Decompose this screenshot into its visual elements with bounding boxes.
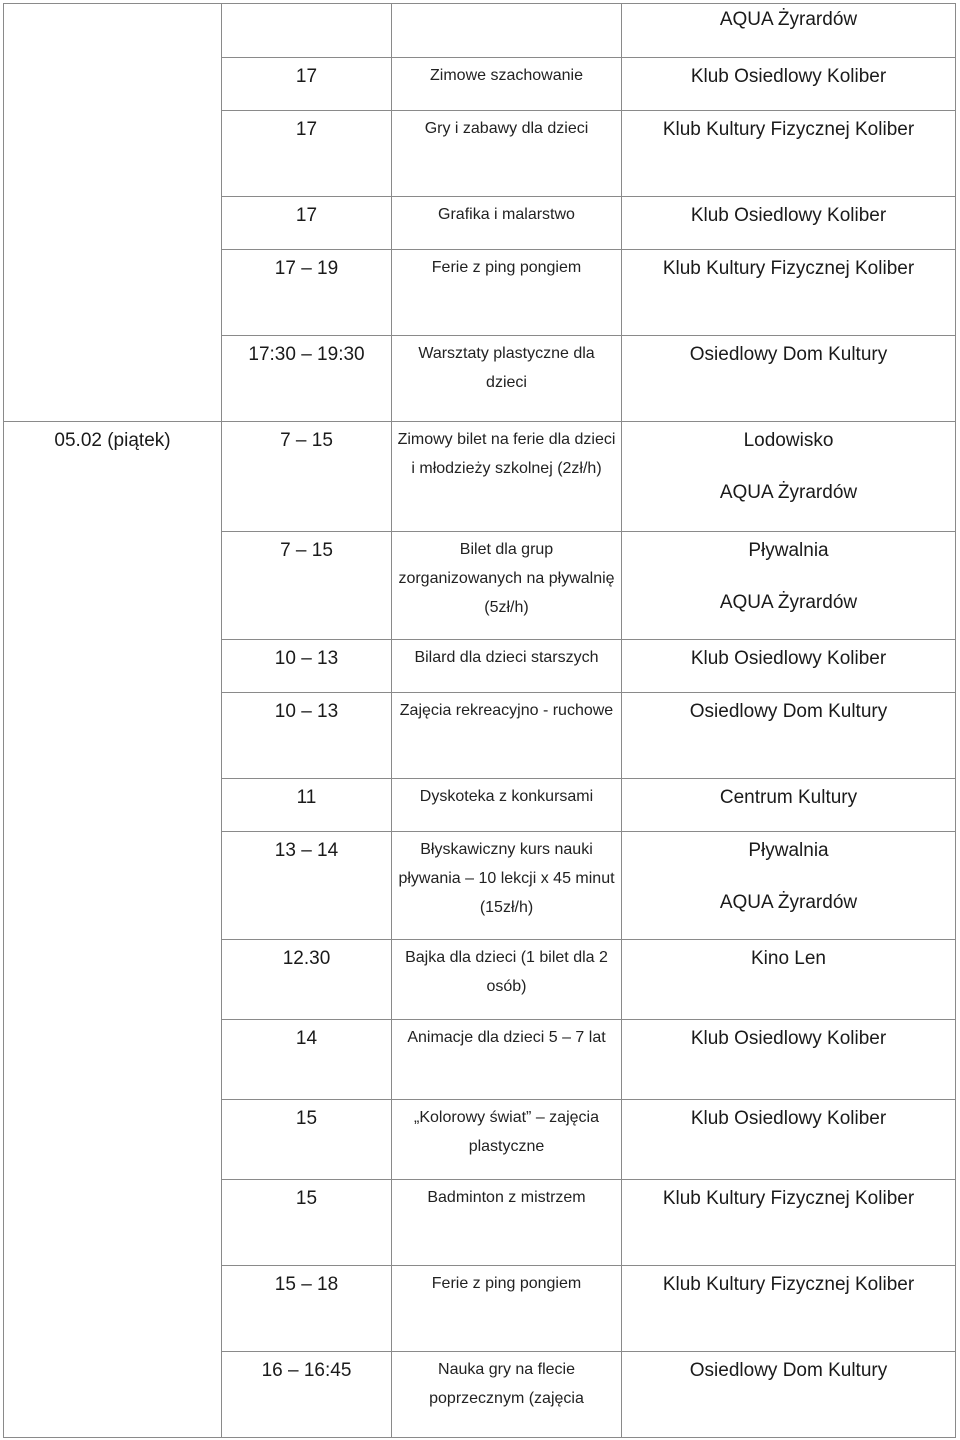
event-cell: Zajęcia rekreacyjno - ruchowe: [392, 693, 622, 779]
event-cell: Ferie z ping pongiem: [392, 1266, 622, 1352]
place-cell: [622, 779, 956, 832]
time-cell: 17:30 – 19:30: [222, 336, 392, 422]
time-cell: 11: [222, 779, 392, 832]
place-name: Klub Osiedlowy Koliber: [690, 66, 887, 87]
time-cell: 13 – 14: [222, 832, 392, 940]
place-cell: [622, 832, 956, 940]
date-cell: [4, 4, 222, 422]
event-cell: Nauka gry na flecie poprzecznym (zajęcia: [392, 1352, 622, 1438]
event-cell: Badminton z mistrzem: [392, 1180, 622, 1266]
place-name: Kino Len: [750, 948, 826, 969]
time-cell: 7 – 15: [222, 422, 392, 532]
place-cell: [622, 111, 956, 197]
place-name: Klub Kultury Fizycznej Koliber: [662, 1274, 915, 1295]
place-name: Osiedlowy Dom Kultury: [689, 1360, 888, 1381]
place-name: AQUA Żyrardów: [719, 592, 858, 613]
place-cell: [622, 250, 956, 336]
event-cell: Zimowe szachowanie: [392, 58, 622, 111]
place-name: Klub Osiedlowy Koliber: [690, 648, 887, 669]
place-cell: [622, 336, 956, 422]
place-cell: [622, 4, 956, 58]
place-name: Klub Osiedlowy Koliber: [690, 205, 887, 226]
event-cell: Błyskawiczny kurs nauki pływania – 10 lekcji x 45 minut (15zł/h): [392, 832, 622, 940]
table-row: [4, 4, 956, 58]
event-cell: Dyskoteka z konkursami: [392, 779, 622, 832]
event-cell: Grafika i malarstwo: [392, 197, 622, 250]
time-cell: 17: [222, 58, 392, 111]
place-name: Centrum Kultury: [719, 787, 858, 808]
place-name: Lodowisko: [743, 430, 834, 451]
time-cell: 7 – 15: [222, 532, 392, 640]
event-cell: Bilet dla grup zorganizowanych na pływalnię (5zł/h): [392, 532, 622, 640]
place-cell: [622, 1352, 956, 1438]
place-name: Klub Kultury Fizycznej Koliber: [662, 119, 915, 140]
time-cell: 14: [222, 1020, 392, 1100]
event-cell: Warsztaty plastyczne dla dzieci: [392, 336, 622, 422]
event-cell: Zimowy bilet na ferie dla dzieci i młodzieży szkolnej (2zł/h): [392, 422, 622, 532]
time-cell: 17: [222, 111, 392, 197]
event-cell: [392, 4, 622, 58]
place-cell: [622, 1100, 956, 1180]
place-name: AQUA Żyrardów: [719, 892, 858, 913]
schedule-table: [3, 3, 956, 1438]
place-name: AQUA Żyrardów: [719, 9, 858, 30]
place-name: Klub Kultury Fizycznej Koliber: [662, 1188, 915, 1209]
place-name: Osiedlowy Dom Kultury: [689, 701, 888, 722]
place-name: Klub Osiedlowy Koliber: [690, 1108, 887, 1129]
place-name: Klub Osiedlowy Koliber: [690, 1028, 887, 1049]
time-cell: 10 – 13: [222, 693, 392, 779]
place-cell: [622, 693, 956, 779]
time-cell: 17 – 19: [222, 250, 392, 336]
time-cell: 12.30: [222, 940, 392, 1020]
event-cell: Bilard dla dzieci starszych: [392, 640, 622, 693]
place-name: Pływalnia: [748, 540, 829, 561]
place-cell: [622, 1266, 956, 1352]
time-cell: 16 – 16:45: [222, 1352, 392, 1438]
event-cell: Gry i zabawy dla dzieci: [392, 111, 622, 197]
time-cell: [222, 4, 392, 58]
time-cell: 10 – 13: [222, 640, 392, 693]
place-name: Pływalnia: [748, 840, 829, 861]
time-cell: 15 – 18: [222, 1266, 392, 1352]
place-cell: [622, 940, 956, 1020]
place-name: Osiedlowy Dom Kultury: [689, 344, 888, 365]
event-cell: „Kolorowy świat” – zajęcia plastyczne: [392, 1100, 622, 1180]
place-cell: [622, 1020, 956, 1100]
place-cell: [622, 532, 956, 640]
time-cell: 15: [222, 1100, 392, 1180]
place-cell: [622, 640, 956, 693]
place-cell: [622, 422, 956, 532]
table-row: [4, 422, 956, 532]
time-cell: 17: [222, 197, 392, 250]
place-cell: [622, 1180, 956, 1266]
place-cell: [622, 197, 956, 250]
place-cell: [622, 58, 956, 111]
place-name: Klub Kultury Fizycznej Koliber: [662, 258, 915, 279]
event-cell: Animacje dla dzieci 5 – 7 lat: [392, 1020, 622, 1100]
date-cell: 05.02 (piątek): [4, 422, 222, 1438]
schedule-page: [3, 3, 956, 1438]
time-cell: 15: [222, 1180, 392, 1266]
event-cell: Bajka dla dzieci (1 bilet dla 2 osób): [392, 940, 622, 1020]
event-cell: Ferie z ping pongiem: [392, 250, 622, 336]
place-name: AQUA Żyrardów: [719, 482, 858, 503]
